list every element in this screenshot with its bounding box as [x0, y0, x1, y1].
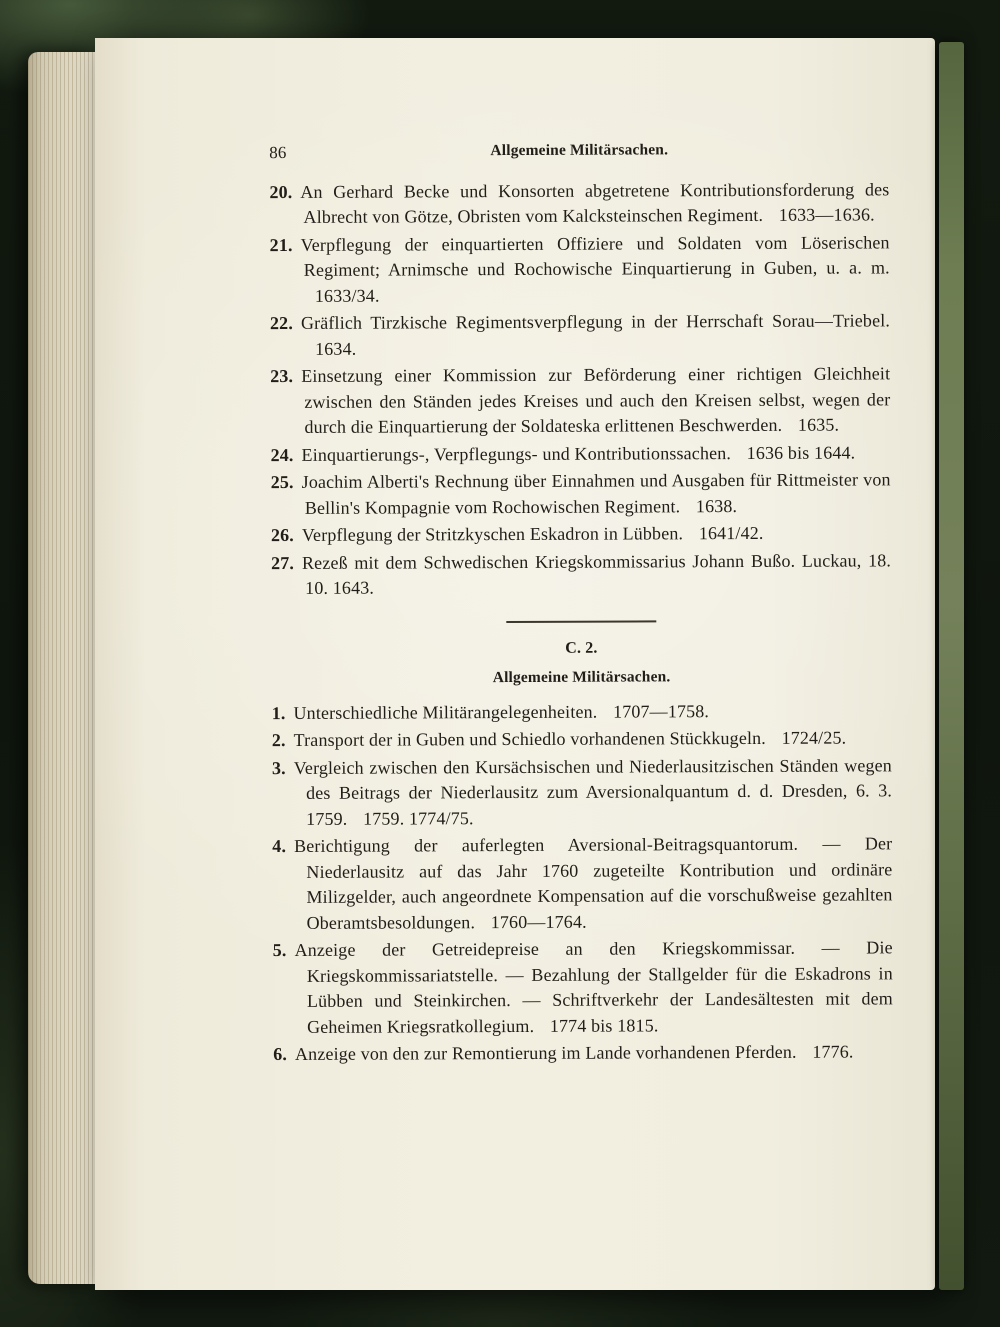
entry-text: Joachim Alberti's Rechnung über Einnahmen und Ausgaben für Rittmeister von Bellin's Kompagnie vom Rochowischen Regiment. [301, 469, 891, 518]
entry-item [270, 230, 890, 309]
entry-number: 20. [269, 181, 293, 202]
entry-number: 23. [270, 365, 294, 387]
entry-text: Verpflegung der einquartierten Offiziere und Soldaten vom Löserischen Regiment; Arnimsche und Rochowische Einquartierung in Guben, u. a. m. [300, 231, 890, 280]
entry-number: 27. [270, 552, 295, 573]
book-page [95, 38, 935, 1290]
entry-item [272, 698, 892, 726]
entry-item [271, 467, 891, 521]
entry-date: 1635. [797, 414, 840, 435]
book-fore-edge [28, 52, 98, 1284]
entry-text: Einsetzung einer Kommission zur Beförderung einer richtigen Gleichheit zwischen den Ständen jedes Kreises und auch den Kreisen selbst, wegen der durch die Einquartierung der Soldateska erlittenen Beschwerden. [301, 363, 891, 437]
entry-item [270, 308, 890, 362]
book-cover-edge [939, 42, 964, 1290]
section-heading [271, 634, 891, 692]
entry-list-section-c1 [269, 177, 891, 602]
entry-number: 26. [270, 524, 294, 546]
entry-date: 1641/42. [698, 522, 764, 544]
entry-item [271, 520, 891, 548]
entry-date: 1760—1764. [490, 911, 587, 932]
entry-date: 1638. [695, 495, 738, 516]
entry-number: 5. [272, 940, 287, 961]
entry-date: 1774 bis 1815. [549, 1014, 659, 1036]
entry-date: 1707—1758. [613, 700, 710, 722]
entry-text: An Gerhard Becke und Konsorten abgetretene Kontributionsforderung des Albrecht von Götze, Obristen vom Kalcksteinschen Regiment. [300, 178, 890, 227]
entry-date: 1776. [812, 1041, 854, 1062]
entry-number: 4. [272, 836, 287, 857]
entry-item [271, 440, 891, 468]
section-divider-rule [506, 620, 656, 623]
entry-text: Anzeige von den zur Remontierung im Lande vorhandenen Pferden. [294, 1041, 797, 1064]
entry-text: Verpflegung der Stritzkyschen Eskadron in Lübben. [301, 523, 684, 545]
entry-number: 2. [271, 730, 286, 751]
section-heading-number: C. 2. [565, 639, 598, 657]
entry-text: Unterschiedliche Militärangelegenheiten. [293, 701, 598, 723]
entry-text: Vergleich zwischen den Kursächsischen und Niederlausitzischen Ständen wegen des Beitrags der Niederlausitz zum Aversionalquantum d. d. Dresden, 6. 3. 1759. [293, 754, 893, 829]
entry-item [270, 361, 890, 440]
entry-item [272, 753, 892, 832]
entry-date: 1636 bis 1644. [746, 442, 856, 463]
entry-date: 1724/25. [781, 727, 847, 748]
entry-date: 1634. [315, 338, 357, 359]
entry-text: Rezeß mit dem Schwedischen Kriegskommissarius Johann Bußo. Luckau, 18. 10. 1643. [301, 549, 892, 598]
entry-date: 1633/34. [314, 285, 380, 306]
entry-item [272, 831, 892, 936]
entry-text: Anzeige der Getreidepreise an den Kriegskommissar. — Die Kriegskommissariatstelle. — Bezahlung der Stallgelder für die Eskadrons in Lübben und Steinkirchen. — Schriftverkehr der Landesältesten mit dem Geheimen Kriegsratkollegium. [294, 937, 893, 1037]
page-content [93, 36, 937, 1070]
entry-item [271, 548, 891, 602]
entry-text: Einquartierungs-, Verpflegungs- und Kontributionssachen. [301, 442, 732, 465]
entry-number: 6. [273, 1043, 288, 1065]
entry-text: Gräflich Tirzkische Regimentsverpflegung in der Herrschaft Sorau—Triebel. [300, 310, 891, 333]
entry-item [273, 1039, 893, 1067]
entry-number: 25. [270, 471, 294, 493]
entry-item [273, 935, 893, 1040]
entry-date: 1759. 1774/75. [363, 807, 474, 829]
section-heading-title: Allgemeine Militärsachen. [492, 668, 671, 687]
page-number: 86 [269, 142, 287, 163]
entry-number: 1. [271, 702, 286, 723]
entry-number: 22. [269, 312, 293, 334]
entry-date: 1633—1636. [778, 204, 875, 225]
page-header [269, 136, 889, 164]
entry-number: 24. [270, 444, 294, 465]
running-header: Allgemeine Militärsachen. [490, 141, 669, 160]
entry-number: 21. [269, 234, 293, 255]
entry-number: 3. [271, 757, 286, 778]
entry-item [272, 725, 892, 753]
entry-text: Transport der in Guben und Schiedlo vorhandenen Stückkugeln. [293, 727, 766, 750]
entry-list-section-c2 [272, 698, 894, 1068]
entry-item [269, 177, 889, 231]
entry-text: Berichtigung der auferlegten Aversional-Beitragsquantorum. — Der Niederlausitz auf das Jahr 1760 zugeteilte Kontribution und ordinäre Milizgelder, auch angeordnete Kompensation auf die vorschußweise gezahlten Oberamtsbesoldungen. [294, 833, 893, 933]
